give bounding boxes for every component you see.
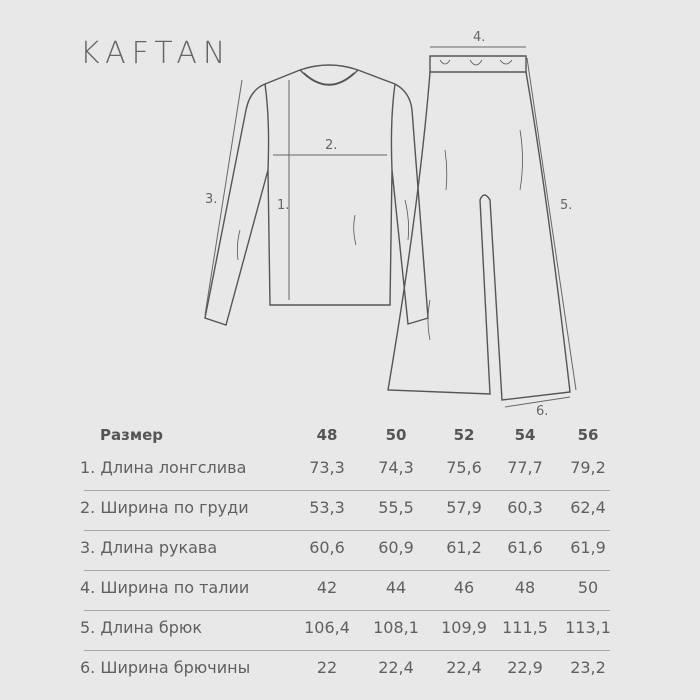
table-header <box>80 426 620 450</box>
row-label: 6. Ширина брючины <box>80 658 251 677</box>
row-label: 4. Ширина по талии <box>80 578 250 597</box>
value-cell: 79,2 <box>570 458 606 477</box>
row-label: 1. Длина лонгслива <box>80 458 247 477</box>
size-col: 52 <box>453 426 475 444</box>
value-cell: 60,6 <box>309 538 345 557</box>
table-row <box>80 498 620 522</box>
table-row <box>80 458 620 482</box>
value-cell: 74,3 <box>378 458 414 477</box>
value-cell: 22,9 <box>507 658 543 677</box>
value-cell: 22,4 <box>446 658 482 677</box>
value-cell: 77,7 <box>507 458 543 477</box>
label-2: 2. <box>325 138 338 153</box>
table-row <box>80 538 620 562</box>
value-cell: 55,5 <box>378 498 414 517</box>
row-divider <box>84 570 610 571</box>
value-cell: 75,6 <box>446 458 482 477</box>
value-cell: 22,4 <box>378 658 414 677</box>
value-cell: 42 <box>316 578 338 597</box>
value-cell: 53,3 <box>309 498 345 517</box>
value-cell: 57,9 <box>446 498 482 517</box>
row-label: 2. Ширина по груди <box>80 498 249 517</box>
label-4: 4. <box>473 30 486 45</box>
size-col: 50 <box>385 426 407 444</box>
value-cell: 44 <box>385 578 407 597</box>
value-cell: 60,3 <box>507 498 543 517</box>
row-label: 3. Длина рукава <box>80 538 218 557</box>
value-cell: 109,9 <box>441 618 487 637</box>
value-cell: 60,9 <box>378 538 414 557</box>
size-col: 56 <box>577 426 599 444</box>
label-1: 1. <box>277 198 290 213</box>
row-divider <box>84 490 610 491</box>
value-cell: 61,9 <box>570 538 606 557</box>
table-row <box>80 618 620 642</box>
value-cell: 62,4 <box>570 498 606 517</box>
label-5: 5. <box>560 198 573 213</box>
row-label: 5. Длина брюк <box>80 618 202 637</box>
table-row <box>80 658 620 682</box>
value-cell: 23,2 <box>570 658 606 677</box>
value-cell: 48 <box>514 578 536 597</box>
row-divider <box>84 530 610 531</box>
size-col: 48 <box>316 426 338 444</box>
row-divider <box>84 610 610 611</box>
label-3: 3. <box>205 192 218 207</box>
size-header-label: Размер <box>100 426 164 444</box>
value-cell: 108,1 <box>373 618 419 637</box>
value-cell: 73,3 <box>309 458 345 477</box>
value-cell: 113,1 <box>565 618 611 637</box>
value-cell: 22 <box>316 658 338 677</box>
value-cell: 111,5 <box>502 618 548 637</box>
table-row <box>80 578 620 602</box>
value-cell: 61,6 <box>507 538 543 557</box>
size-col: 54 <box>514 426 536 444</box>
value-cell: 106,4 <box>304 618 350 637</box>
value-cell: 61,2 <box>446 538 482 557</box>
value-cell: 50 <box>577 578 599 597</box>
row-divider <box>84 650 610 651</box>
brand-logo: KAFTAN <box>80 36 232 71</box>
label-6: 6. <box>536 404 549 419</box>
value-cell: 46 <box>453 578 475 597</box>
